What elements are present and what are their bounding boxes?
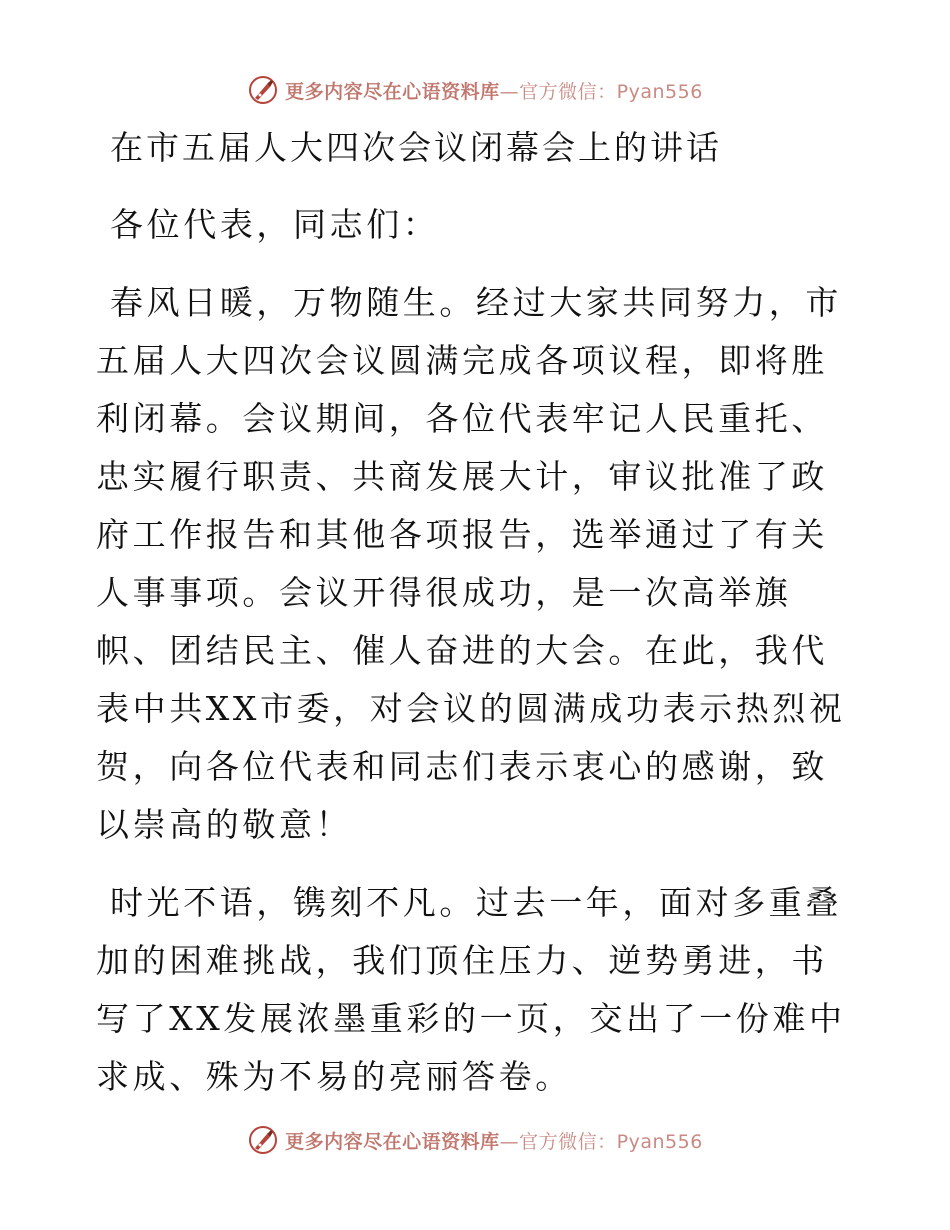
salutation: 各位代表，同志们：: [110, 205, 440, 244]
paragraph-1: 春风日暖，万物随生。经过大家共同努力，市五届人大四次会议圆满完成各项议程，即将胜利闭幕。会议期间，各位代表牢记人民重托、忠实履行职责、共商发展大计，审议批准了政府工作报告和其他各项报告，选举通过了有关人事事项。会议开得很成功，是一次高举旗帜、团结民主、催人奋进的大会。在此，我代表中共XX市委，对会议的圆满成功表示热烈祝贺，向各位代表和同志们表示衷心的感谢，致以崇高的敬意！: [96, 283, 846, 844]
watermark-text: [285, 1127, 703, 1154]
watermark-brand-text: 更多内容尽在心语资料库: [285, 80, 500, 103]
watermark-contact-text: —官方微信：Pyan556: [499, 1130, 703, 1153]
watermark-brand-text: 更多内容尽在心语资料库: [285, 1130, 500, 1153]
watermark-contact-text: —官方微信：Pyan556: [499, 80, 703, 103]
header-watermark: [0, 70, 950, 110]
footer-watermark: [0, 1120, 950, 1160]
watermark-text: [285, 77, 703, 104]
pen-nib-logo-icon: [247, 1124, 279, 1156]
paragraph-2: 时光不语，镌刻不凡。过去一年，面对多重叠加的困难挑战，我们顶住压力、逆势勇进，书写了XX发展浓墨重彩的一页，交出了一份难中求成、殊为不易的亮丽答卷。: [96, 883, 846, 1096]
document-body: [96, 122, 856, 1106]
document-title: 在市五届人大四次会议闭幕会上的讲话: [110, 128, 722, 167]
pen-nib-logo-icon: [247, 74, 279, 106]
